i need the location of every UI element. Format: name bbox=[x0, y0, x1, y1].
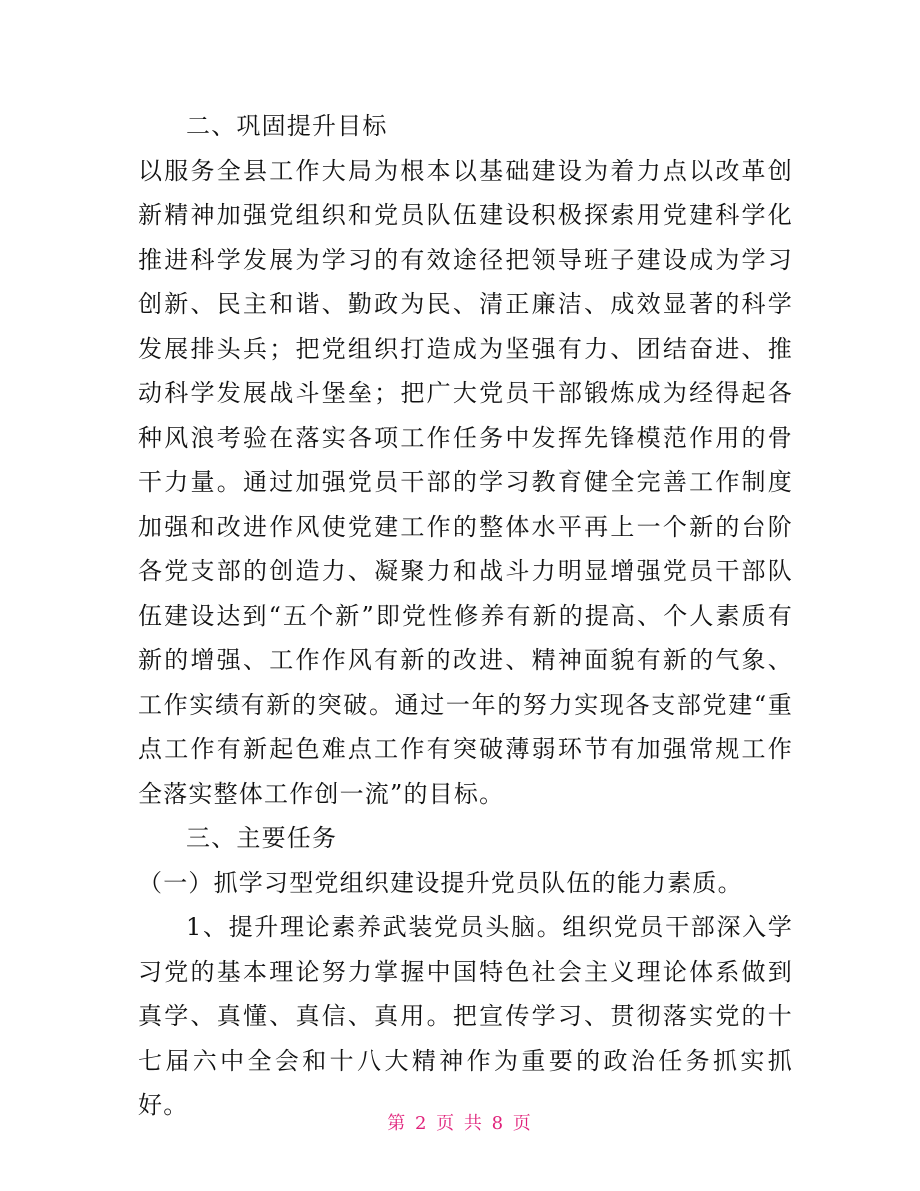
subsection-heading-learning: （一）抓学习型党组织建设提升党员队伍的能力素质。 bbox=[138, 868, 743, 897]
paragraph-theory: 1、提升理论素养武装党员头脑。组织党员干部深入学习党的基本理论努力掌握中国特色社会主义理论体系做到真学、真懂、真信、真用。把宣传学习、贯彻落实党的十七届六中全会和十八大精神作为重要的政治任务抓实抓好。 bbox=[138, 913, 793, 1119]
section-heading-tasks: 三、主要任务 bbox=[186, 824, 338, 852]
paragraph-goals-body: 以服务全县工作大局为根本以基础建设为着力点以改革创新精神加强党组织和党员队伍建设积极探索用党建科学化推进科学发展为学习的有效途径把领导班子建设成为学习创新、民主和谐、勤政为民、清正廉洁、成效显著的科学发展排头兵；把党组织打造成为坚强有力、团结奋进、推动科学发展战斗堡垒；把广大党员干部锻炼成为经得起各种风浪考验在落实各项工作任务中发挥先锋模范作用的骨干力量。通过加强党员干部的学习教育健全完善工作制度加强和改进作风使党建工作的整体水平再上一个新的台阶各党支部的创造力、凝聚力和战斗力明显增强党员干部队伍建设达到“五个新”即党性修养有新的提高、个人素质有新的增强、工作作风有新的改进、精神面貌有新的气象、工作实绩有新的突破。通过一年的努力实现各支部党建“重点工作有新起色难点工作有突破薄弱环节有加强常规工作全落实整体工作创一流”的目标。 bbox=[138, 156, 793, 808]
document-body bbox=[138, 104, 793, 1128]
page-number-footer: 第 2 页 共 8 页 bbox=[387, 1113, 533, 1134]
section-heading-goals: 二、巩固提升目标 bbox=[186, 112, 388, 140]
